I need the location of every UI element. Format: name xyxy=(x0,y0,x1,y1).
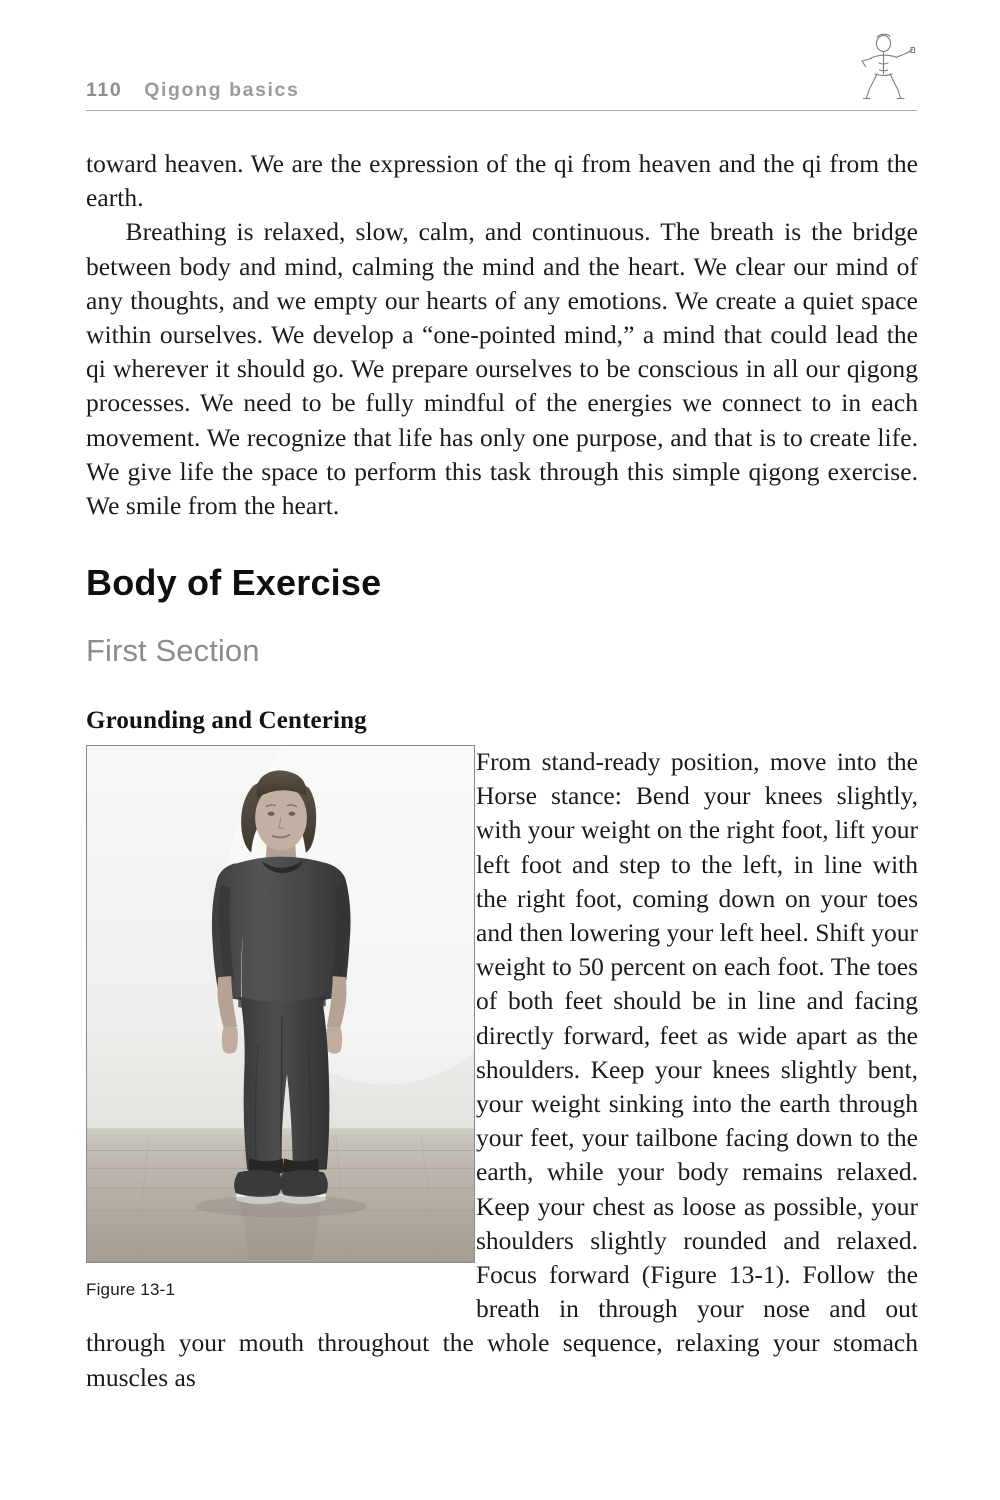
paragraph-breathing: Breathing is relaxed, slow, calm, and continuous. The breath is the bridge between body and mind, calming the mind and the heart. We clear our mind of any thoughts, and we empty our hearts of any emotions. We create a quiet space within ourselves. We develop a “one-pointed mind,” a mind that could lead the qi wherever it should go. We prepare ourselves to be conscious in all our qigong processes. We need to be fully mindful of the energies we connect to in each movement. We recognize that life has only one purpose, and that is to create life. We give life the space to perform this task through this simple qigong exercise. We smile from the heart. xyxy=(86,217,918,521)
running-head-title: Qigong basics xyxy=(144,79,300,101)
photograph xyxy=(86,745,475,1263)
section-heading: Body of Exercise xyxy=(86,562,382,603)
standing-figure-icon xyxy=(848,26,922,106)
movement-heading: Grounding and Centering xyxy=(86,707,367,734)
figure-caption: Figure 13-1 xyxy=(86,1280,176,1299)
body-text-flow xyxy=(86,147,918,523)
paragraph-continuation: toward heaven. We are the expression of the qi from heaven and the qi from the earth. xyxy=(86,149,918,213)
page-number: 110 xyxy=(86,79,123,101)
header-divider-rule xyxy=(86,110,917,111)
subsection-heading: First Section xyxy=(86,633,260,668)
figure-13-1 xyxy=(86,745,476,1300)
figure-text-wrap-zone xyxy=(86,745,918,1395)
instruction-paragraph: From stand-ready position, move into the Horse stance: Bend your knees slightly, with your weight on the right foot, lift your left foot and step to the left, in line with the right foot, coming down on your toes and then lowering your left heel. Shift your weight to 50 percent on each foot. The toes of both feet should be in line and facing directly forward, feet as wide apart as the shoulders. Keep your knees slightly bent, your weight sinking into the earth through your feet, your tailbone facing down to the earth, while your body remains relaxed. Keep your chest as loose as possible, your shoulders slightly rounded and relaxed. Focus forward (Figure 13-1). Follow the breath in through your nose and out through your mouth throughout the whole sequence, relaxing your stomach muscles as xyxy=(86,747,918,1392)
running-head xyxy=(86,79,918,113)
